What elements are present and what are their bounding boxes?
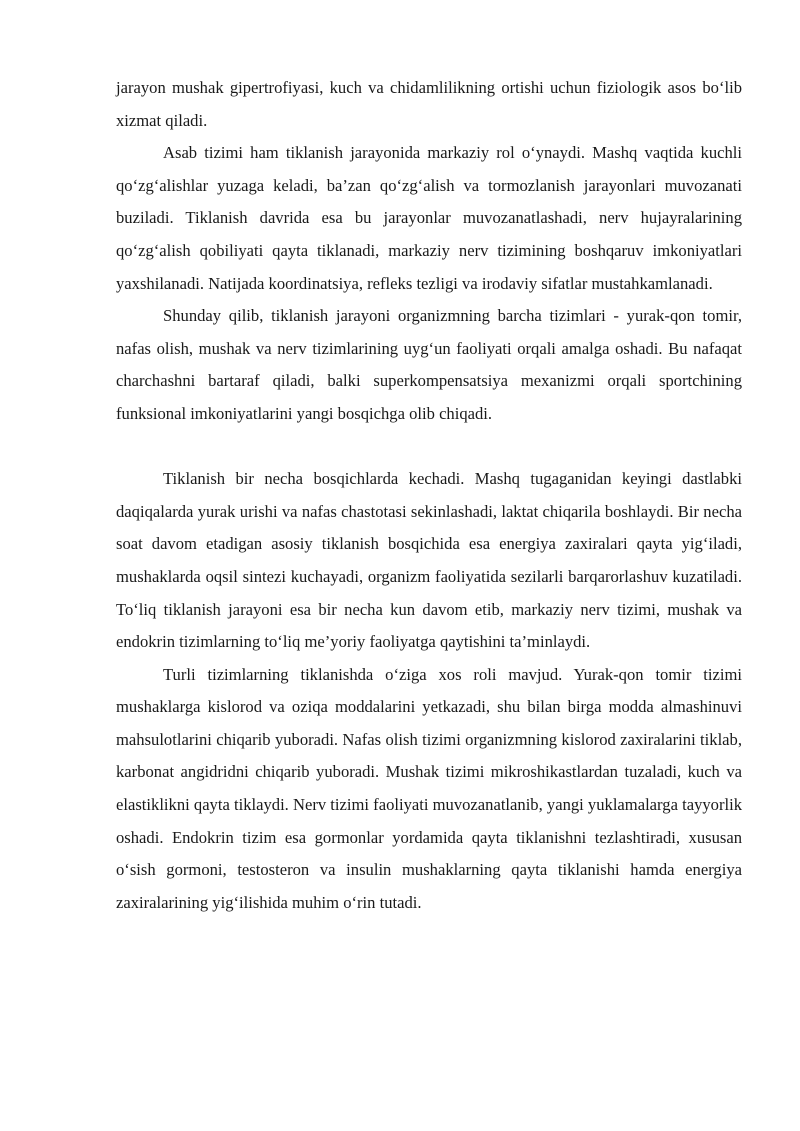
paragraph-recovery-stages: Tiklanish bir necha bosqichlarda kechadi. Mashq tugaganidan keyingi dastlabki daqiqalarda yurak urishi va nafas chastotasi sekinlashadi, laktat chiqarila boshlaydi. Bir necha soat davom etadigan asosiy tiklanish bosqichida esa energiya zaxiralari qayta yig‘iladi, mushaklarda oqsil sintezi kuchayadi, organizm faoliyatida sezilarli barqarorlashuv kuzatiladi. To‘liq tiklanish jarayoni esa bir necha kun davom etib, markaziy nerv tizimi, mushak va endokrin tizimlarning to‘liq me’yoriy faoliyatga qaytishini ta’minlaydi. [116,469,742,652]
paragraph-continuation: jarayon mushak gipertrofiyasi, kuch va chidamlilikning ortishi uchun fiziologik asos bo‘lib xizmat qiladi. [116,78,742,130]
paragraph-summary: Shunday qilib, tiklanish jarayoni organizmning barcha tizimlari - yurak-qon tomir, nafas olish, mushak va nerv tizimlarining uyg‘un faoliyati orqali amalga oshadi. Bu nafaqat charchashni bartaraf qiladi, balki superkompensatsiya mexanizmi orqali sportchining funksional imkoniyatlarini yangi bosqichga olib chiqadi. [116,306,742,423]
paragraph-system-roles: Turli tizimlarning tiklanishda o‘ziga xos roli mavjud. Yurak-qon tomir tizimi mushaklarga kislorod va oziqa moddalarini yetkazadi, shu bilan birga modda almashinuvi mahsulotlarini chiqarib yuboradi. Nafas olish tizimi organizmning kislorod zaxiralarini tiklab, karbonat angidridni chiqarib yuboradi. Mushak tizimi mikroshikastlardan tuzaladi, kuch va elastiklikni qayta tiklaydi. Nerv tizimi faoliyati muvozanatlanib, yangi yuklamalarga tayyorlik oshadi. Endokrin tizim esa gormonlar yordamida qayta tiklanishni tezlashtiradi, xususan o‘sish gormoni, testosteron va insulin mushaklarning qayta tiklanishi hamda energiya zaxiralarining yig‘ilishida muhim o‘rin tutadi. [116,664,742,912]
paragraph-spacer [116,431,742,464]
paragraph-nervous-system: Asab tizimi ham tiklanish jarayonida markaziy rol o‘ynaydi. Mashq vaqtida kuchli qo‘zg‘alishlar yuzaga keladi, ba’zan qo‘zg‘alish va tormozlanish jarayonlari muvozanati buziladi. Tiklanish davrida esa bu jarayonlar muvozanatlashadi, nerv hujayralarining qo‘zg‘alish qobiliyati qayta tiklanadi, markaziy nerv tizimining boshqaruv imkoniyatlari yaxshilanadi. Natijada koordinatsiya, refleks tezligi va irodaviy sifatlar mustahkamlanadi. [116,143,742,293]
document-page [116,72,742,919]
